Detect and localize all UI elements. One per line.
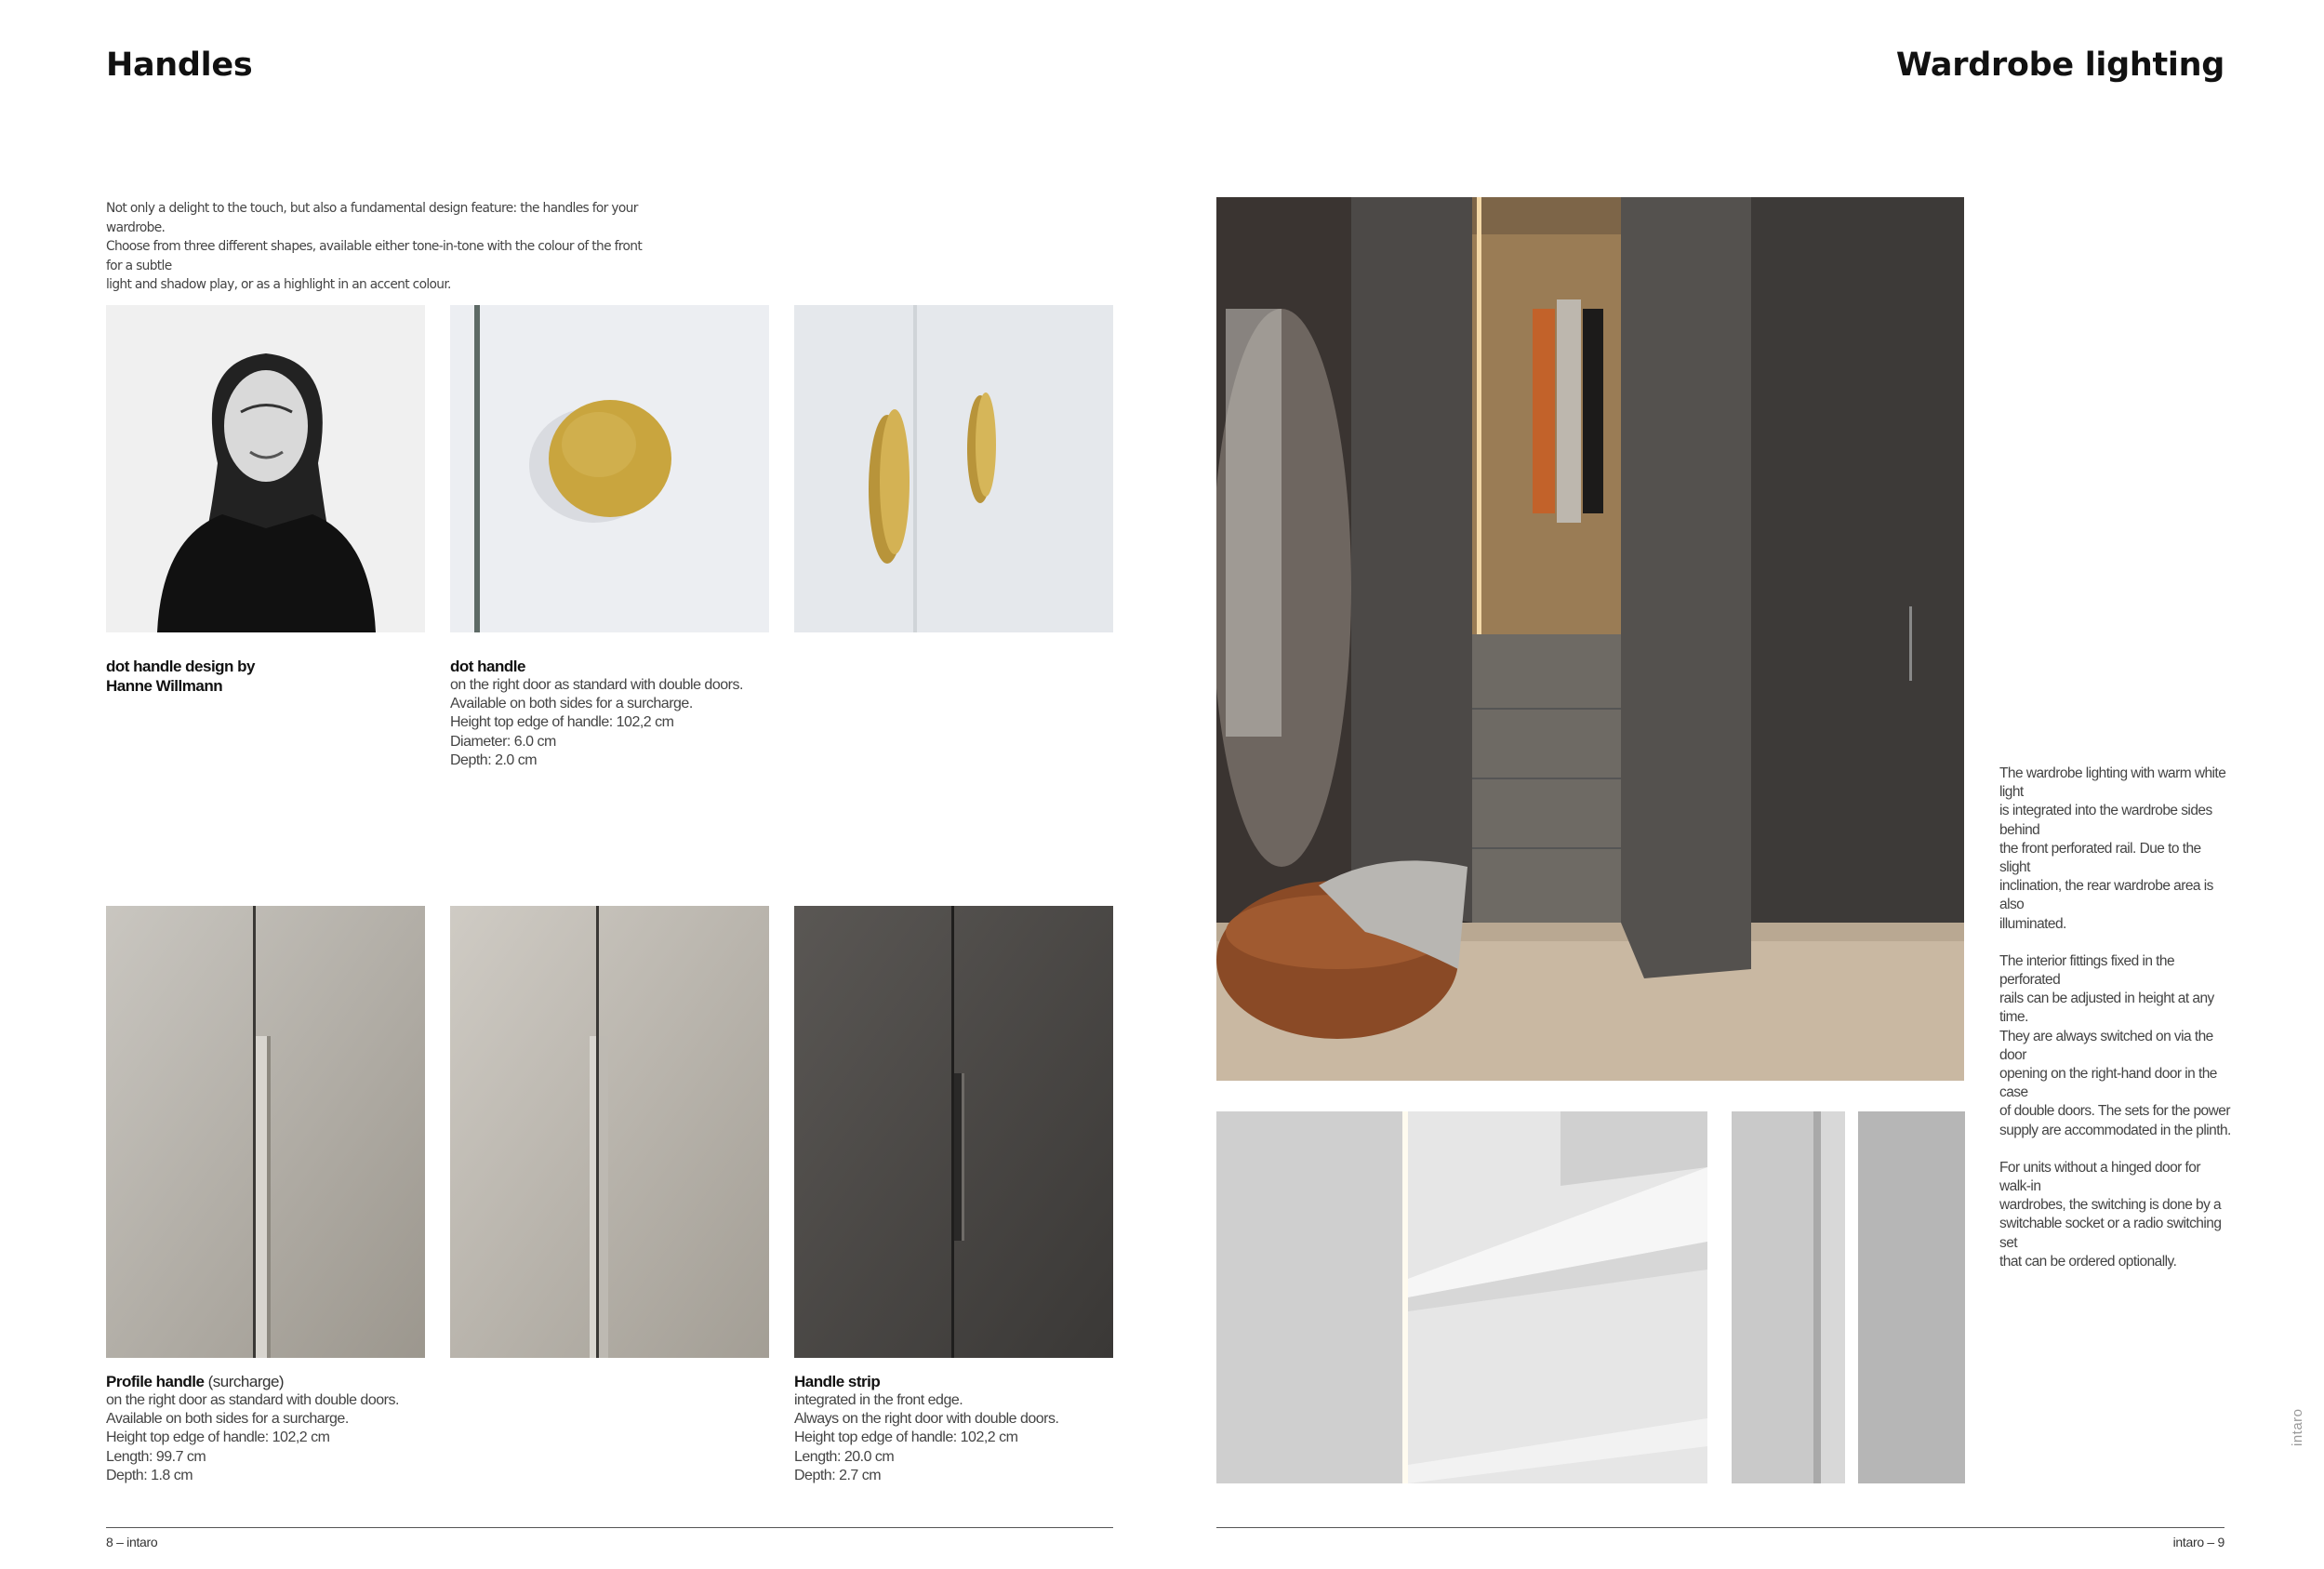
- designer-portrait-photo: [106, 305, 425, 632]
- lighting-line: illuminated.: [1999, 915, 2066, 932]
- handle-strip-spec: Length: 20.0 cm: [794, 1448, 895, 1465]
- handle-strip-caption: [794, 1372, 1058, 1485]
- wardrobe-lighting-text: [1999, 765, 2232, 1290]
- lighting-paragraph: [1999, 952, 2232, 1140]
- door-detail-photo: [1858, 1111, 1965, 1483]
- handle-strip-spec: Depth: 2.7 cm: [794, 1467, 882, 1483]
- profile-handle-title-line: [106, 1372, 399, 1391]
- lighting-line: The interior fittings fixed in the perforated: [1999, 952, 2175, 989]
- lighting-line: supply are accommodated in the plinth.: [1999, 1122, 2231, 1138]
- dot-handle-spec: Depth: 2.0 cm: [450, 751, 538, 768]
- left-footer-rule: [106, 1527, 1113, 1528]
- right-footer-rule: [1216, 1527, 2224, 1528]
- profile-handle-spec: Height top edge of handle: 102,2 cm: [106, 1429, 330, 1446]
- intro-text: [106, 199, 654, 295]
- vertical-brand-label: intaro: [2290, 1408, 2305, 1446]
- profile-handle-spec: Depth: 1.8 cm: [106, 1467, 193, 1483]
- handle-strip-title: Handle strip: [794, 1373, 881, 1390]
- lighting-line: They are always switched on via the door: [1999, 1028, 2213, 1063]
- lighting-paragraph: [1999, 765, 2232, 934]
- lighting-line: of double doors. The sets for the power: [1999, 1103, 2230, 1120]
- intro-line: light and shadow play, or as a highlight in an accent colour.: [106, 277, 451, 292]
- handle-strip-spec: Always on the right door with double doors.: [794, 1411, 1059, 1428]
- page-title-handles: Handles: [106, 47, 253, 84]
- lighting-line: that can be ordered optionally.: [1999, 1253, 2177, 1270]
- dot-handle-spec: Available on both sides for a surcharge.: [450, 696, 693, 712]
- dot-handle-title: dot handle: [450, 658, 525, 675]
- profile-handle-photo-1: [106, 906, 425, 1358]
- profile-handle-surcharge: (surcharge): [204, 1373, 285, 1390]
- profile-handle-spec: Length: 99.7 cm: [106, 1448, 206, 1465]
- profile-handle-spec: Available on both sides for a surcharge.: [106, 1411, 349, 1428]
- lighting-line: rails can be adjusted in height at any time.: [1999, 991, 2214, 1026]
- profile-handle-spec: on the right door as standard with double doors.: [106, 1392, 399, 1408]
- lighting-line: is integrated into the wardrobe sides behind: [1999, 803, 2212, 838]
- dot-handle-caption: [450, 657, 743, 770]
- designer-caption-line: Hanne Willmann: [106, 677, 223, 695]
- right-page-number: intaro – 9: [2172, 1535, 2224, 1549]
- lighting-line: wardrobes, the switching is done by a: [1999, 1197, 2222, 1214]
- lighting-paragraph: [1999, 1159, 2232, 1271]
- handle-strip-photo: [794, 906, 1113, 1358]
- dot-handle-spec: Height top edge of handle: 102,2 cm: [450, 714, 674, 731]
- intro-line: Choose from three different shapes, available either tone-in-tone with the colour of the front for a subtle: [106, 239, 643, 273]
- lighting-line: For units without a hinged door for walk-in: [1999, 1159, 2200, 1195]
- lighting-line: inclination, the rear wardrobe area is also: [1999, 878, 2213, 913]
- perforated-rail-photo: [1732, 1111, 1845, 1483]
- intro-line: Not only a delight to the touch, but also a fundamental design feature: the handles for your wardrobe.: [106, 201, 638, 235]
- dot-handle-side-photo: [794, 305, 1113, 632]
- handle-strip-spec: integrated in the front edge.: [794, 1392, 963, 1408]
- profile-handle-photo-2: [450, 906, 769, 1358]
- shelf-lighting-photo: [1216, 1111, 1707, 1483]
- left-page-number: 8 – intaro: [106, 1535, 158, 1549]
- dot-handle-spec: Diameter: 6.0 cm: [450, 733, 556, 750]
- designer-caption: [106, 657, 255, 696]
- dot-handle-spec: on the right door as standard with double doors.: [450, 677, 743, 693]
- designer-caption-line: dot handle design by: [106, 658, 256, 675]
- lighting-line: The wardrobe lighting with warm white light: [1999, 765, 2226, 801]
- handle-strip-spec: Height top edge of handle: 102,2 cm: [794, 1429, 1018, 1446]
- page-title-wardrobe-lighting: Wardrobe lighting: [1895, 47, 2224, 84]
- lighting-line: the front perforated rail. Due to the slight: [1999, 840, 2201, 876]
- dot-handle-photo: [450, 305, 769, 632]
- wardrobe-interior-photo: [1216, 197, 1964, 1081]
- profile-handle-title: Profile handle: [106, 1373, 205, 1390]
- lighting-line: opening on the right-hand door in the case: [1999, 1066, 2217, 1101]
- lighting-line: switchable socket or a radio switching set: [1999, 1216, 2222, 1251]
- profile-handle-caption: [106, 1372, 399, 1485]
